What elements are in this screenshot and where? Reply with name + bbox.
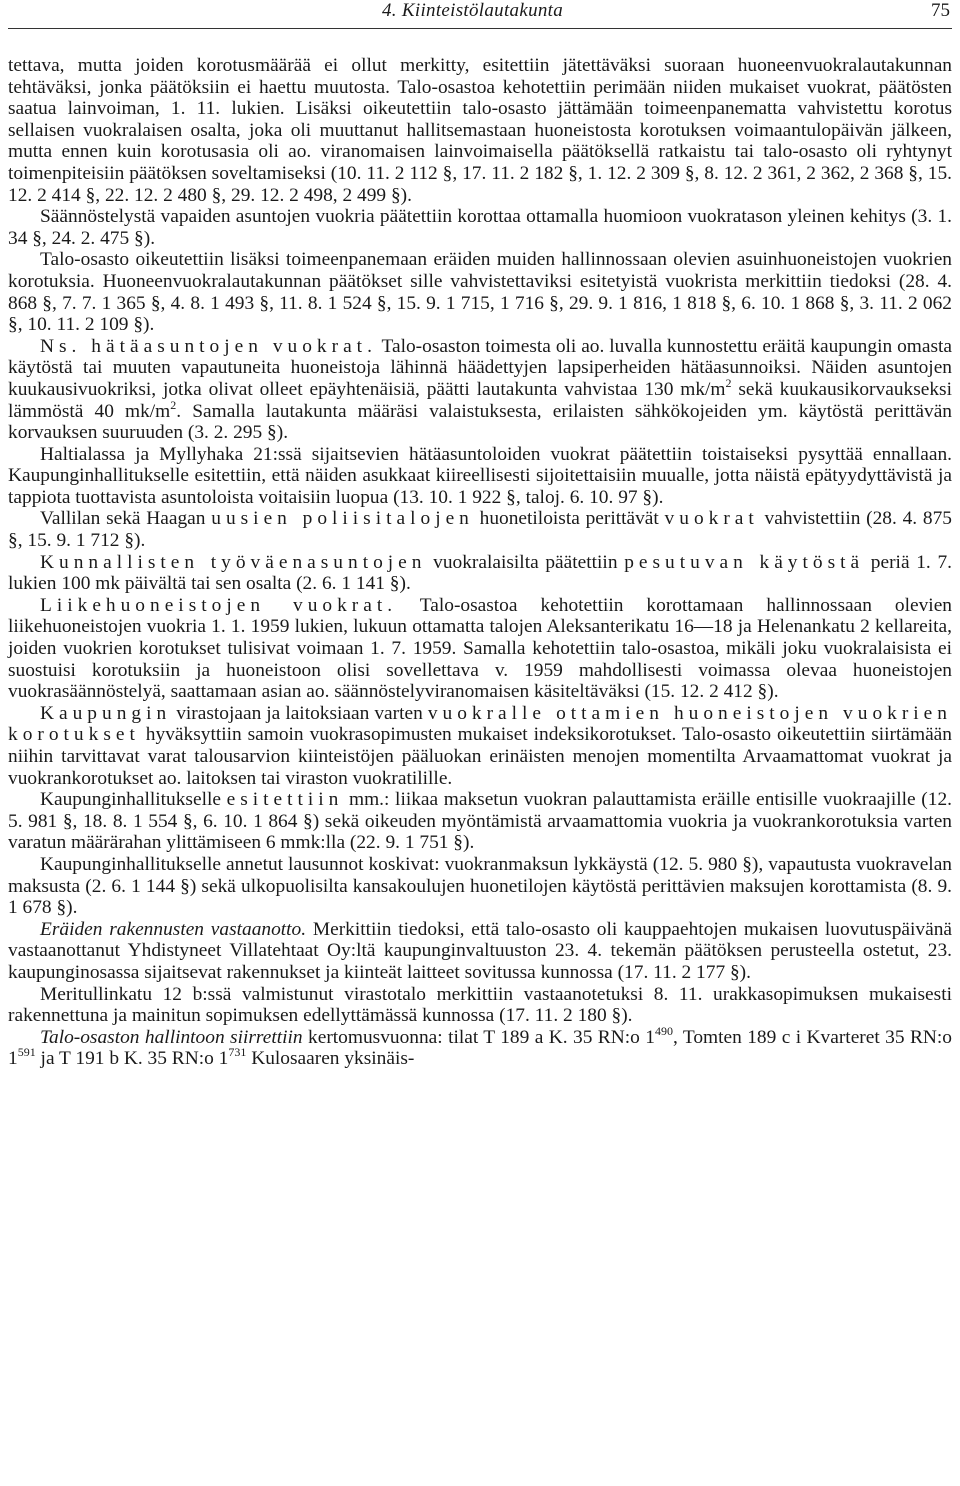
body-text [8, 55, 952, 1070]
paragraph [8, 919, 952, 984]
text-run: Talo-osaston toimesta oli ao. luvalla kunnostettu eräitä kaupungin omasta käytöstä tai muuten vapautuneita huoneistoja lähinnä häädettyjen lapsiperheiden hätäasunnoiksi. Näiden asuntojen kuukausivuokriksi, jotka olivat olleet epäyhtenäisiä, päätti lautakunta vahvistaa 130 mk/m [8, 335, 952, 400]
paragraph [8, 854, 952, 919]
text-run: periä 1. 7. lukien 100 mk päivältä tai sen osalta (2. 6. 1 141 §). [8, 551, 952, 595]
text-run: . Samalla lautakunta määräsi valaistuksesta, erilaisten sähkökojeiden ym. käytöstä perittävän korvauksen suuruuden (3. 2. 295 §). [8, 400, 953, 444]
spaced-emphasis: uusien poliisitalojen [211, 508, 474, 530]
text-run: Vallilan sekä Haagan [40, 508, 212, 530]
text-run: Merkittiin tiedoksi, että talo-osasto oli kauppaehtojen mukaisen luovutuspäivänä vastaanottanut Yhdistyneet Villatehtaat Oy:ltä kaupunginvaltuuston 23. 4. tekemän päätöksen perusteella ostetut, 23. kaupunginosassa sijaitsevat rakennukset ja kiinteät laitteet sovitussa kunnossa (17. 11. 2 177 §). [8, 918, 952, 983]
page-number: 75 [931, 0, 950, 21]
text-run: Kaupunginhallitukselle [40, 789, 227, 811]
text-run: vuokralaisilta päätettiin [426, 551, 625, 573]
paragraph [8, 55, 952, 206]
text-run: mm.: liikaa maksetun vuokran palauttamista eräille entisille vuokraajille (12. 5. 981 §, 18. 8. 1 554 §, 6. 10. 1 864 §) sekä oikeuden myöntämistä arvaamattomia vuokria ja vuokrankorotuksia varten varatun määrärahan ylittämiseen 6 mmk:lla (22. 9. 1 751 §). [8, 789, 952, 854]
paragraph [8, 206, 952, 249]
text-run: , Tomten 189 c i Kvarteret 35 RN:o 1 [8, 1026, 952, 1070]
text-run: Haltialassa ja Myllyhaka 21:ssä sijaitsevien hätäasuntoloiden vuokrat päätettiin toistaiseksi pysyttää ennallaan. Kaupunginhallitukselle esitettiin, että näiden asukkaat kiireellisesti sijoitettaisiin muualle, jotta näistä epätyydyttävistä ja tappiota tuottavista asuntoloista voitaisiin luopua (13. 10. 1 922 §, taloj. 6. 10. 97 §). [8, 443, 952, 508]
running-title: 4. Kiinteistölautakunta [382, 0, 564, 21]
spaced-emphasis: pesutuvan käytöstä [624, 551, 865, 573]
spaced-emphasis: Kaupungin [40, 702, 172, 724]
spaced-emphasis: Liikehuoneistojen vuokrat. [40, 594, 398, 616]
spaced-emphasis: esitettiin [226, 789, 344, 811]
paragraph [8, 984, 952, 1027]
paragraph [8, 1023, 952, 1070]
paragraph [8, 789, 952, 854]
superscript: 490 [654, 1023, 673, 1038]
paragraph [8, 336, 952, 444]
spaced-emphasis: vuokrat [664, 508, 759, 530]
superscript: 591 [17, 1045, 36, 1060]
superscript: 2 [170, 397, 177, 412]
superscript: 2 [725, 375, 732, 390]
spaced-emphasis: Ns. hätäasuntojen vuokrat. [40, 335, 377, 357]
italic-heading: Talo-osaston hallintoon siirrettiin [40, 1026, 303, 1048]
text-run: Meritullinkatu 12 b:ssä valmistunut virastotalo merkittiin vastaanotetuksi 8. 11. urakkasopimuksen mukaisesti rakennettuna ja mainitun sopimuksen edellyttämässä kunnossa (17. 11. 2 180 §). [8, 983, 952, 1027]
text-run: ja T 191 b K. 35 RN:o 1 [35, 1048, 229, 1070]
text-run: Talo-osastoa kehotettiin korottamaan hallinnossaan olevien liikehuoneistojen vuokria 1. 1. 1959 lukien, lukuun ottamatta talojen Aleksanterikatu 16—18 ja Helenankatu 2 kellareita, joiden vuokrien korotukset tulisivat voimaan 1. 7. 1959. Samalla kehotettiin talo-osastoa, mikäli joku vuokralaisista ei suostuisi korotuksiin ja huoneistoon olisi sovellettava v. 1959 mahdollisesti voimassa olevaa huoneistojen vuokrasäännöstelyä, saattamaan asian ao. säännöstelyviranomaisen käsiteltäväksi (15. 12. 2 412 §). [8, 594, 952, 703]
text-run: Kaupunginhallitukselle annetut lausunnot koskivat: vuokranmaksun lykkäystä (12. 5. 980 §), vapautusta vuokravelan maksusta (2. 6. 1 144 §) sekä ulkopuolisilta kansakoulujen huonetilojen käytöstä perittävien maksujen korottamista (8. 9. 1 678 §). [8, 853, 952, 919]
text-run: sekä kuukausikorvaukseksi lämmöstä 40 mk/m [8, 378, 952, 422]
superscript: 731 [228, 1045, 247, 1060]
text-run: Kulosaaren yksinäis- [246, 1048, 415, 1070]
paragraph [8, 508, 952, 551]
text-run: hyväksyttiin samoin vuokrasopimusten mukaiset indeksikorotukset. Talo-osasto oikeutettiin siirtämään niihin tarvittavat varat talousarvion kiinteistöjen pääluokan erinäisten menojen momentilta Arvaamattomat vuokrat ja vuokrankorotukset ao. laitoksen tai viraston vuokratilille. [8, 724, 952, 789]
paragraph [8, 444, 952, 509]
paragraph [8, 249, 952, 335]
running-header [8, 0, 952, 29]
text-run: virastojaan ja laitoksiaan varten [171, 702, 428, 724]
text-run: huonetiloista perittävät [473, 508, 665, 530]
spaced-emphasis: Kunnallisten työväenasuntojen [40, 551, 427, 573]
text-run: Talo-osasto oikeutettiin lisäksi toimeenpanemaan eräiden muiden hallinnossaan olevien asuinhuoneistojen vuokrien korotuksia. Huoneenvuokralautakunnan päätökset sille vahvistettaviksi esitetyistä vuokrista merkittiin tiedoksi (28. 4. 868 §, 7. 7. 1 365 §, 4. 8. 1 493 §, 11. 8. 1 524 §, 15. 9. 1 715, 1 716 §, 29. 9. 1 816, 1 818 §, 6. 10. 1 868 §, 3. 11. 2 062 §, 10. 11. 2 109 §). [8, 249, 952, 336]
paragraph [8, 703, 952, 789]
spaced-emphasis: vuokralle ottamien huoneistojen vuokrien korotukset [8, 702, 952, 746]
text-run: tettava, mutta joiden korotusmäärää ei ollut merkitty, esitettiin jätettäväksi suoraan huoneenvuokralautakunnan tehtäväksi, jonka päätöksiin ei haettu muutosta. Talo-osastoa kehotettiin perimään niiden mukaiset vuokrat, päätösten saatua lainvoiman, 1. 11. lukien. Lisäksi oikeutettiin talo-osasto jättämään toimeenpanematta vahvistettu korotus sellaisen vuokralaisen osalta, joka oli muuttanut hallitsemastaan huoneistosta korotuksen voimaantulopäivän jälkeen, mutta ennen kuin korotusasia oli ao. viranomaisen lainvoimaisella päätöksellä ratkaistu tai talo-osasto oli ryhtynyt toimenpiteisiin päätöksen soveltamiseksi (10. 11. 2 112 §, 17. 11. 2 182 §, 1. 12. 2 309 §, 8. 12. 2 361, 2 362, 2 368 §, 15. 12. 2 414 §, 22. 12. 2 480 §, 29. 12. 2 498, 2 499 §). [8, 55, 952, 206]
paragraph [8, 595, 952, 703]
text-run: kertomusvuonna: tilat T 189 a K. 35 RN:o 1 [302, 1026, 655, 1048]
italic-heading: Eräiden rakennusten vastaanotto. [40, 918, 307, 940]
text-run: Säännöstelystä vapaiden asuntojen vuokria päätettiin korottaa ottamalla huomioon vuokratason yleinen kehitys (3. 1. 34 §, 24. 2. 475 §). [8, 206, 952, 249]
text-run: vahvistettiin (28. 4. 875 §, 15. 9. 1 712 §). [8, 508, 952, 552]
paragraph [8, 552, 952, 595]
